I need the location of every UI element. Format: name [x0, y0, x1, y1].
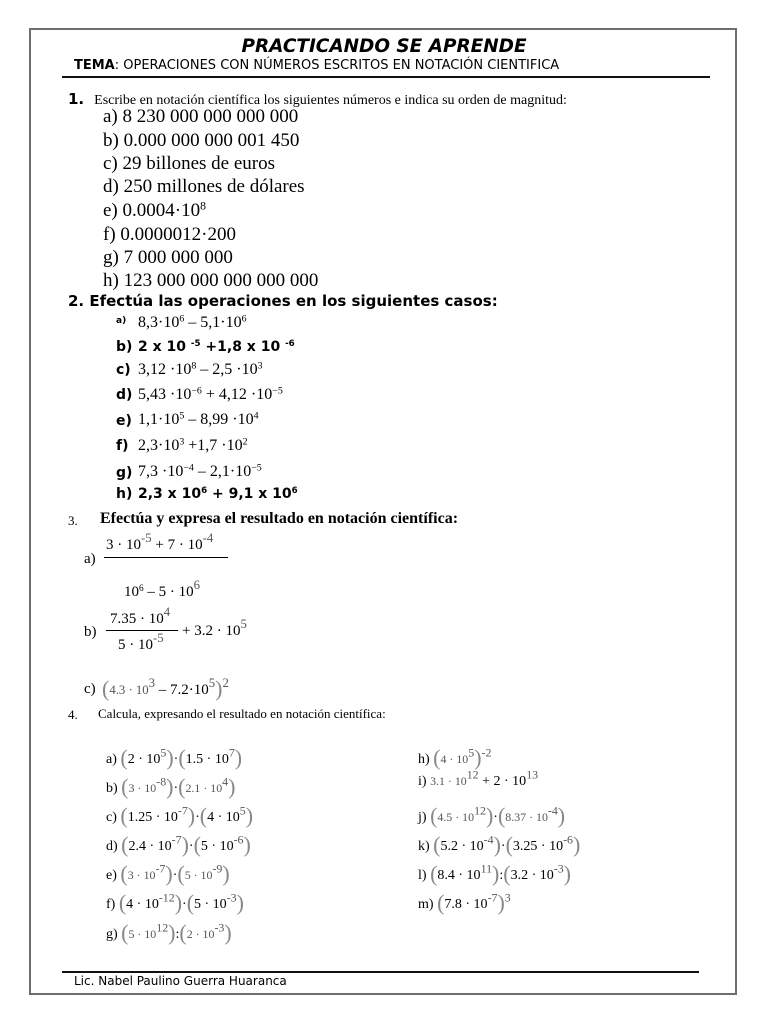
- q3-label: c): [84, 681, 96, 697]
- q1-item: h) 123 000 000 000 000 000: [103, 270, 319, 291]
- topic-line: TEMA: OPERACIONES CON NÚMEROS ESCRITOS EN NOTACIÓN CIENTIFICA: [74, 58, 560, 73]
- q2-label: a): [116, 316, 127, 326]
- q3a-fraction-bar: [104, 557, 228, 558]
- q4-item-k: k) $(5.2 \cdot 10^{-4})\cdot(3.25 \cdot 10^{-6})$: [418, 832, 581, 857]
- q2-expression-c: $3,12 \cdot 10^8 - 2,5 \cdot 10^3$: [138, 360, 263, 378]
- q4-item-m: m) $(7.8 \cdot 10^{-7})^3$: [418, 890, 511, 915]
- q2-label: b): [116, 339, 133, 355]
- q1-item: b) 0.000 000 000 001 450: [103, 130, 300, 151]
- q1-item: f) 0.0000012·200: [103, 224, 236, 245]
- page-title: PRACTICANDO SE APRENDE: [241, 35, 527, 57]
- footer-divider: [62, 971, 699, 973]
- q2-expression-h: 2,3 x $10^6 + 9,1$ x $10^6$: [138, 486, 298, 502]
- q3-header: Efectúa y expresa el resultado en notación científica:: [100, 510, 459, 527]
- q3b-numerator: $7.35 \cdot 10^4$: [110, 605, 171, 627]
- q3-label: b): [84, 624, 97, 640]
- q4-item-g: g) $(5 \cdot 10^{12}):(2 \cdot 10^{-3})$: [106, 920, 232, 945]
- q4-item-e: e) $(3 \cdot 10^{-7})\cdot(5 \cdot 10^{-9})$: [106, 861, 230, 886]
- q2-label: h): [116, 486, 133, 502]
- q4-item-c: c) $(1.25 \cdot 10^{-7})\cdot(4 \cdot 10^5)$: [106, 803, 254, 828]
- q4-item-j: j) $(4.5 \cdot 10^{12})\cdot(8.37 \cdot 10^{-4})$: [418, 803, 566, 828]
- q2-label: e): [116, 413, 132, 429]
- q3-number: 3.: [68, 513, 78, 528]
- q2-expression-f: $2,3\cdot 10^3 +1,7 \cdot 10^2$: [138, 436, 248, 454]
- q2-label: f): [116, 438, 129, 454]
- topic-label: TEMA: [74, 58, 115, 73]
- q1-item: a) 8 230 000 000 000 000: [103, 106, 299, 127]
- q3b-fraction-bar: [106, 630, 178, 631]
- q3b-sum-term: + $3.2 \cdot 10^5$: [182, 617, 247, 639]
- q4-item-i: i) $3.1 \cdot 10^{12} + 2 \cdot 10^{13}$: [418, 767, 539, 789]
- topic-text: OPERACIONES CON NÚMEROS ESCRITOS EN NOTACIÓN CIENTIFICA: [123, 58, 560, 73]
- q1-number: 1.: [68, 90, 85, 108]
- q4-item-h: h) $(4 \cdot 10^5)^{-2}$: [418, 745, 492, 770]
- q1-item: e) $0.0004\cdot 10^8$: [103, 199, 206, 221]
- q4-instruction: Calcula, expresando el resultado en notación científica:: [98, 706, 386, 721]
- q1-item: c) 29 billones de euros: [103, 153, 276, 174]
- q1-item: d) 250 millones de dólares: [103, 176, 305, 197]
- q3-label: a): [84, 551, 96, 567]
- q3b-denominator: $5 \cdot 10^{-5}$: [118, 631, 164, 653]
- header-divider: [62, 76, 710, 78]
- q1-item: g) 7 000 000 000: [103, 247, 233, 268]
- q4-number: 4.: [68, 707, 78, 722]
- q4-item-b: b) $(3 \cdot 10^{-8})\cdot(2.1 \cdot 10^4)$: [106, 774, 236, 799]
- q4-item-a: a) $(2 \cdot 10^5)\cdot(1.5 \cdot 10^7)$: [106, 745, 243, 770]
- q2-label: c): [116, 362, 131, 378]
- q2-expression-b: 2 x 10 $^{-5}$ +1,8 x 10 $^{-6}$: [138, 339, 295, 355]
- q2-expression-e: $1,1\cdot 10^5 - 8,99 \cdot 10^4$: [138, 410, 259, 428]
- q3a-numerator: $3 \cdot 10^{-5} + 7 \cdot 10^{-4}$: [106, 531, 214, 553]
- q4-item-d: d) $(2.4 \cdot 10^{-7})\cdot(5 \cdot 10^{-6})$: [106, 832, 251, 857]
- q4-item-f: f) $(4 \cdot 10^{-12})\cdot(5 \cdot 10^{-3})$: [106, 890, 244, 915]
- author-footer: Lic. Nabel Paulino Guerra Huaranca: [74, 974, 287, 988]
- q2-label: d): [116, 387, 133, 403]
- q1-text: Escribe en notación científica los siguientes números e indica su orden de magnitud:: [94, 93, 567, 108]
- q3a-denominator: $10^6 - 5 \cdot 10^6$: [124, 578, 201, 600]
- q4-item-l: l) $(8.4 \cdot 10^{11}):(3.2 \cdot 10^{-3})$: [418, 861, 571, 886]
- q3c-expression: $(4.3 \cdot 10^3 - 7.2\cdot 10^5)^2$: [102, 676, 229, 701]
- q2-expression-g: $7,3 \cdot 10^{-4} - 2,1\cdot 10^{-5}$: [138, 462, 262, 480]
- q2-expression-a: $8,3\cdot 10^6 - 5,1\cdot 10^6$: [138, 313, 247, 331]
- q2-expression-d: $5,43 \cdot 10^{-6} + 4,12 \cdot 10^{-5}$: [138, 385, 283, 403]
- q2-label: g): [116, 465, 133, 481]
- q2-header: 2. Efectúa las operaciones en los siguientes casos:: [68, 292, 498, 310]
